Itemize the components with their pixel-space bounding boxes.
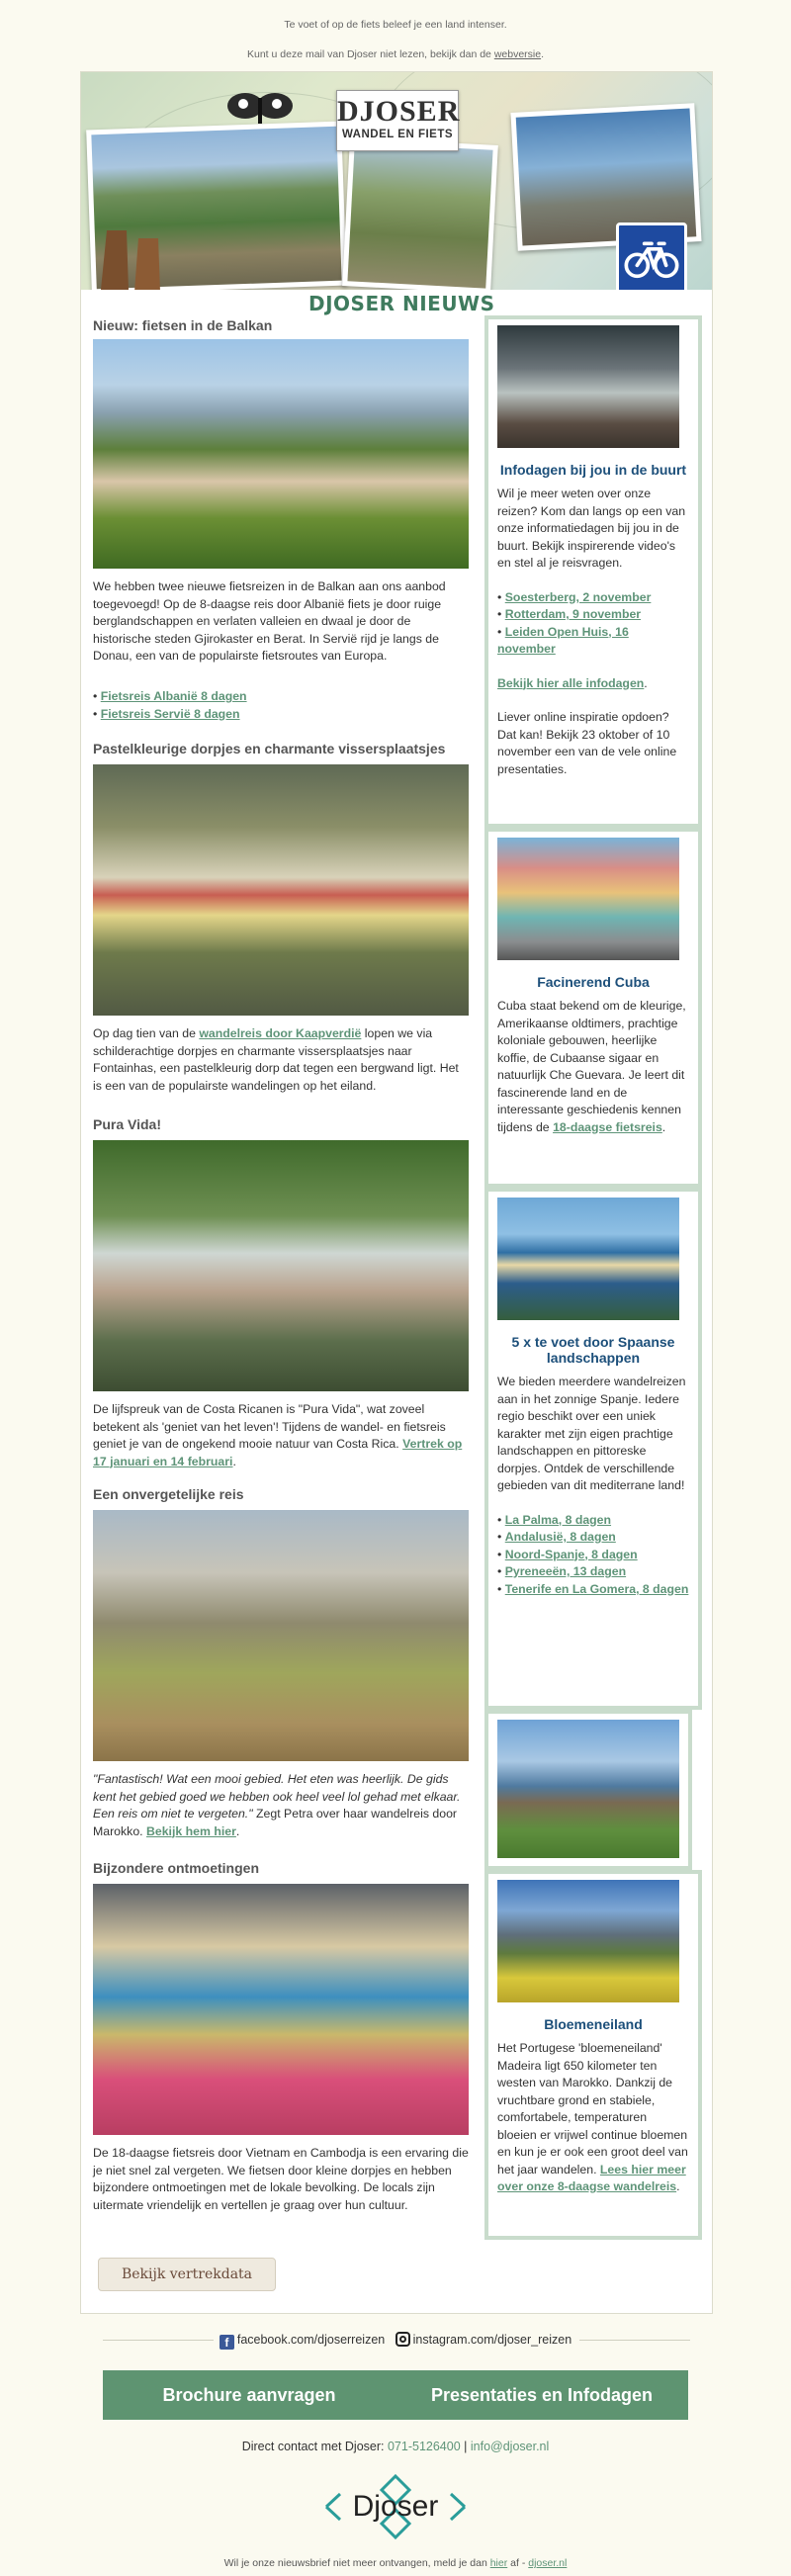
djoser-header-logo[interactable]: DJOSER WANDEL EN FIETS	[336, 90, 459, 151]
image-madeira-flowers[interactable]	[497, 1880, 679, 2002]
text-balkan: We hebben twee nieuwe fietsreizen in de Balkan aan ons aanbod toegevoegd! Op de 8-daagse reis door Albanië fiets je door ruige berglandschappen en verlaten valleien en dwaal je door de historische steden Gjirokaster en Berat. In Servië rijd je langs de Donau, een van de populairste fietsroutes van Europa.	[93, 579, 446, 663]
facebook-icon[interactable]: f	[220, 2335, 234, 2350]
sidebar-madeira: Bloemeneiland Het Portugese 'bloemeneiland' Madeira ligt 650 kilometer ten westen van Marokko. Dankzij de vruchtbare grond en stabiele, comfortabele, temperaturen bloeien er vrijwel continue bloemen en kun je er ook een groot deel van het jaar wandelen. Lees hier meer over onze 8-daagse wandelreis.	[484, 1870, 702, 2240]
section-title-ontmoetingen: Bijzondere ontmoetingen	[93, 1860, 259, 1876]
link-tenerife[interactable]: Tenerife en La Gomera, 8 dagen	[504, 1581, 689, 1596]
contact-line: Direct contact met Djoser: 071-5126400 | info@djoser.nl	[241, 2440, 550, 2453]
link-vertrek-costa-rica[interactable]: Vertrek op 17 januari en 14 februari	[93, 1437, 463, 1468]
sidebar-title-madeira: Bloemeneiland	[544, 2016, 643, 2032]
sidebar-title-infodagen: Infodagen bij jou in de buurt	[499, 462, 687, 478]
presentaties-infodagen-button[interactable]: Presentaties en Infodagen	[430, 2385, 654, 2405]
text-kaapverdie: Op dag tien van de wandelreis door Kaapverdië lopen we via schilderachtige dorpjes en charmante vissersplaatsjes naar Fontainhas, een pastelkleurig dorp dat tegen een bergwand ligt. Het is een van de populairste wandelingen op het eiland.	[93, 1026, 459, 1093]
instagram-link[interactable]: instagram.com/djoser_reizen	[412, 2333, 572, 2347]
preheader-webversion: Kunt u deze mail van Djoser niet lezen, bekijk dan de webversie.	[246, 48, 545, 60]
link-leiden[interactable]: Leiden Open Huis, 16 november	[497, 624, 629, 656]
text-onvergetelijk: "Fantastisch! Wat een mooi gebied. Het eten was heerlijk. De gids kent het gebied goed we hebben ook heel veel lol gehad met elkaar. Een reis om niet te vergeten." Zegt Petra over haar wandelreis door Marokko. Bekijk hem hier.	[93, 1772, 461, 1838]
image-havana-street[interactable]	[497, 838, 679, 960]
text-pura-vida: De lijfspreuk van de Costa Ricanen is "Pura Vida", wat zoveel betekent als 'geniet van het leven'! Tijdens de wandel- en fietsreis geniet je van de ongekend mooie natuur van Costa Rica. Vertrek op 17 januari en 14 februari.	[93, 1402, 463, 1468]
sidebar-infodagen: Infodagen bij jou in de buurt Wil je meer weten over onze reizen? Kom dan langs op een van onze informatiedagen bij jou in de buurt. Bekijk inspirerende video's en stel al je reisvragen. • Soesterberg, 2 november • Rotterdam, 9 november • Leiden Open Huis, 16 november Bekijk hier alle infodagen. Liever online inspiratie opdoen? Dat kan! Bekijk 23 oktober of 10 november een van de vele online presentaties.	[484, 315, 702, 828]
section-title-pura-vida: Pura Vida!	[93, 1116, 161, 1132]
link-cuba-fietsreis[interactable]: 18-daagse fietsreis	[553, 1119, 662, 1134]
link-soesterberg[interactable]: Soesterberg, 2 november	[504, 589, 652, 604]
section-title-onvergetelijk: Een onvergetelijke reis	[93, 1486, 244, 1502]
image-infodag-presentation[interactable]	[497, 325, 679, 448]
link-wandelreis-kaapverdie[interactable]: wandelreis door Kaapverdië	[199, 1026, 362, 1040]
sidebar-castle	[484, 1710, 692, 1870]
preheader-tagline: Te voet of op de fiets beleef je een land intenser.	[284, 19, 507, 31]
bicycle-icon	[616, 222, 687, 290]
boots-icon	[87, 221, 186, 290]
image-marokko-hike[interactable]	[93, 1510, 469, 1761]
brochure-aanvragen-button[interactable]: Brochure aanvragen	[162, 2385, 336, 2405]
image-costa-rica-group[interactable]	[93, 1140, 469, 1391]
image-spanish-coast[interactable]	[497, 1198, 679, 1320]
section-title-balkan: Nieuw: fietsen in de Balkan	[93, 317, 273, 333]
site-link[interactable]: djoser.nl	[528, 2557, 568, 2569]
butterfly-icon	[225, 88, 295, 130]
djoser-footer-logo[interactable]	[316, 2472, 475, 2541]
link-pyreneeen[interactable]: Pyreneeën, 13 dagen	[504, 1564, 627, 1578]
cta-bar	[103, 2370, 688, 2420]
bekijk-vertrekdata-button[interactable]: Bekijk vertrekdata	[98, 2258, 276, 2291]
email-link[interactable]: info@djoser.nl	[470, 2440, 550, 2453]
facebook-link[interactable]: facebook.com/djoserreizen	[236, 2333, 386, 2347]
sidebar-cuba: Facinerend Cuba Cuba staat bekend om de kleurige, Amerikaanse oldtimers, prachtige koloniale gebouwen, heerlijke koffie, de Cubaanse sigaar en natuurlijk Che Guevara. Je leert dit fascinerende land en de interessante geschiedenis kennen tijdens de 18-daagse fietsreis.	[484, 828, 702, 1188]
link-fietsreis-servie[interactable]: Fietsreis Servië 8 dagen	[100, 706, 240, 721]
image-fontainhas[interactable]	[93, 764, 469, 1016]
link-rotterdam[interactable]: Rotterdam, 9 november	[504, 607, 642, 621]
svg-text:Djoser: Djoser	[352, 2490, 439, 2523]
newsletter-title: DJOSER NIEUWS	[308, 292, 495, 315]
webversion-link[interactable]: webversie	[493, 48, 542, 60]
link-bekijk-hem-hier[interactable]: Bekijk hem hier	[146, 1823, 236, 1838]
sidebar-spanje: 5 x te voet door Spaanse landschappen We bieden meerdere wandelreizen aan in het zonnige Spanje. Iedere regio beschikt over een uniek karakter met zijn eigen prachtige landschappen en pittoreske dorpjes. Ontdek de verschillende gebieden van dit mediterrane land! • La Palma, 8 dagen • Andalusië, 8 dagen • Noord-Spanje, 8 dagen • Pyreneeën, 13 dagen • Tenerife en La Gomera, 8 dagen	[484, 1188, 702, 1710]
section-title-kaapverdie: Pastelkleurige dorpjes en charmante vissersplaatsjes	[93, 741, 446, 756]
phone-link[interactable]: 071-5126400	[387, 2440, 461, 2453]
sidebar-title-spanje: 5 x te voet door Spaanse landschappen	[511, 1334, 675, 1366]
link-fietsreis-albanie[interactable]: Fietsreis Albanië 8 dagen	[100, 689, 247, 703]
link-andalusie[interactable]: Andalusië, 8 dagen	[504, 1530, 616, 1544]
sidebar-title-cuba: Facinerend Cuba	[537, 974, 650, 990]
image-castle-lake[interactable]	[497, 1720, 679, 1858]
text-ontmoetingen: De 18-daagse fietsreis door Vietnam en Cambodja is een ervaring die je niet snel zal vergeten. We fietsen door kleine dorpjes en hebben bijzondere ontmoetingen met de lokale bevolking. De locals zijn uitermate vriendelijk en vertellen je graag over hun cultuur.	[93, 2146, 469, 2212]
link-alle-infodagen[interactable]: Bekijk hier alle infodagen	[497, 675, 645, 690]
link-madeira-wandelreis[interactable]: Lees hier meer over onze 8-daagse wandelreis	[497, 2162, 686, 2193]
image-balkan-village[interactable]	[93, 339, 469, 569]
header-banner	[81, 72, 712, 290]
photo-hikers	[342, 137, 498, 290]
link-la-palma[interactable]: La Palma, 8 dagen	[504, 1512, 612, 1527]
unsubscribe-line: Wil je onze nieuwsbrief niet meer ontvangen, meld je dan hier af - djoser.nl	[223, 2557, 568, 2569]
image-vietnam-market[interactable]	[93, 1884, 469, 2135]
social-links	[0, 2332, 791, 2350]
newsletter-frame: DJOSER WANDEL EN FIETS DJOSER NIEUWS Nieuw: fietsen in de Balkan We hebben twee nieuwe fietsreizen in de Balkan aan ons aanbod toegevoegd! Op de 8-daagse reis door Albanië fiets je door ruige berglandschappen en verlaten valleien en dwaal je door de historische steden Gjirokaster en Berat. In Servië rijd je langs de Donau, een van de populairste fietsroutes van Europa. • Fietsreis Albanië 8 dagen • Fietsreis Servië 8 dagen Pastelkleurige dorpjes en charmante vissersplaatsjes Op dag tien van de wandelreis door Kaapverdië lopen we via schilderachtige dorpjes en charmante vissersplaatsjes naar Fontainhas, een pastelkleurig dorp dat tegen een bergwand ligt. Het is een van de populairste wandelingen op het eiland. Pura Vida! De lijfspreuk van de Costa Ricanen is "Pura Vida", wat zoveel betekent als 'geniet van het leven'! Tijdens de wandel- en fietsreis geniet je van de ongekend mooie natuur van Costa Rica. Vertrek op 17 januari en 14 februari. Een onvergetelijke reis "Fantastisch! Wat een mooi gebied. Het eten was heerlijk. De gids kent het gebied goed we hebben ook heel veel lol gehad met elkaar. Een reis om niet te vergeten." Zegt Petra over haar wandelreis door Marokko. Bekijk hem hier. Bijzondere ontmoetingen De 18-daagse fietsreis door Vietnam en Cambodja is een ervaring die je niet snel zal vergeten. We fietsen door kleine dorpjes en hebben bijzondere ontmoetingen met de lokale bevolking. De locals zijn uitermate vriendelijk en vertellen je graag over hun cultuur. Bekijk vertrekdata Infodagen bij jou in de buurt Wil je meer weten over onze reizen? Kom dan langs op een van onze informatiedagen bij jou in de buurt. Bekijk inspirerende video's en stel al je reisvragen. • Soesterberg, 2 november • Rotterdam, 9 november • Leiden Open Huis, 16 november Bekijk hier alle infodagen. Liever online inspiratie opdoen? Dat kan! Bekijk 23 oktober of 10 november een van de vele online presentaties. Facinerend Cuba Cuba staat bekend om de kleurige, Amerikaanse oldtimers, prachtige koloniale gebouwen, heerlijke koffie, de Cubaanse sigaar en natuurlijk Che Guevara. Je leert dit fascinerende land en de interessante geschiedenis kennen tijdens de 18-daagse fietsreis. 5 x te voet door Spaanse landschappen We bieden meerdere wandelreizen aan in het zonnige Spanje. Iedere regio beschikt over een uniek karakter met zijn eigen prachtige landschappen en pittoreske dorpjes. Ontdek de verschillende gebieden van dit mediterrane land! • La Palma, 8 dagen • Andalusië, 8 dagen • Noord-Spanje, 8 dagen • Pyreneeën, 13 dagen • Tenerife en La Gomera, 8 dagen Bloemeneiland Het Portugese 'bloemeneiland' Madeira ligt 650 kilometer ten westen van Marokko. Dankzij de vruchtbare grond en stabiele, comfortabele, temperaturen bloeien er vrijwel continue bloemen en kun je er ook een groot deel van het jaar wandelen. Lees hier meer over onze 8-daagse wandelreis.	[80, 71, 713, 2314]
instagram-icon[interactable]	[396, 2332, 410, 2347]
link-noord-spanje[interactable]: Noord-Spanje, 8 dagen	[504, 1547, 638, 1561]
unsubscribe-link[interactable]: hier	[489, 2557, 508, 2569]
